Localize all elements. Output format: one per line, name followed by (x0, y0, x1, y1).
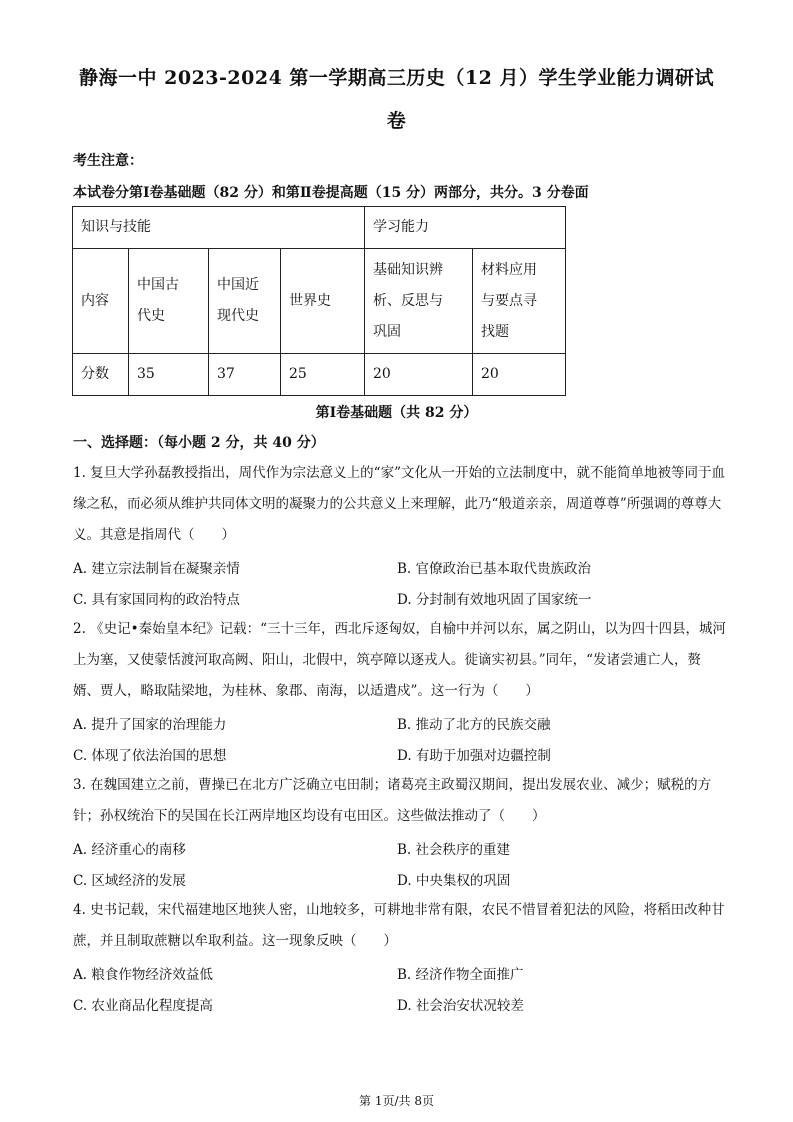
question-2-option-d: D. 有助于加强对边疆控制 (397, 748, 551, 764)
section-title: 第Ⅰ卷基础题（共 82 分） (315, 405, 478, 421)
question-3-option-b: B. 社会秩序的重建 (397, 842, 511, 858)
question-3-option-d: D. 中央集权的巩固 (397, 873, 511, 889)
question-2-option-c: C. 体现了依法治国的思想 (73, 748, 227, 764)
question-1-option-d: D. 分封制有效地巩固了国家统一 (397, 592, 592, 608)
question-1-stem: 1. 复旦大学孙磊教授指出，周代作为宗法意义上的“家”文化从一开始的立法制度中，就不能简单地被等同于血缘之私，而必须从维护共同体文明的凝聚力的公共意义上来理解，此乃“般道亲亲，周道尊尊”所强调的尊尊大义。其意是指周代（ ） (73, 465, 725, 543)
table-score-cell: 25 (281, 354, 365, 396)
question-1-option-c: C. 具有家国同构的政治特点 (73, 592, 240, 608)
question-4-option-d: D. 社会治安状况较差 (397, 998, 524, 1014)
table-row-score-label: 分数 (73, 354, 129, 396)
table-score-cell: 37 (209, 354, 281, 396)
question-4-stem: 4. 史书记载，宋代福建地区地狭人密，山地较多，可耕地非常有限，农民不惜冒着犯法的风险，将稻田改种甘蔗，并且制取蔗糖以牟取利益。这一现象反映（ ） (73, 902, 725, 949)
question-4-option-c: C. 农业商品化程度提高 (73, 998, 213, 1014)
table-col-world: 世界史 (281, 249, 365, 354)
table-col-material-use: 材料应用 与要点寻 找题 (473, 249, 566, 354)
table-score-cell: 35 (129, 354, 209, 396)
table-group-knowledge: 知识与技能 (73, 207, 365, 249)
question-1-option-b: B. 官僚政治已基本取代贵族政治 (397, 561, 592, 577)
intro-text: 本试卷分第Ⅰ卷基础题（82 分）和第Ⅱ卷提高题（15 分）两部分，共分。3 分卷面 (73, 185, 589, 201)
question-2-option-b: B. 推动了北方的民族交融 (397, 717, 551, 733)
table-score-cell: 20 (473, 354, 566, 396)
question-3-option-a: A. 经济重心的南移 (73, 842, 186, 858)
part-title: 一、选择题：（每小题 2 分，共 40 分） (73, 435, 325, 451)
exam-title-continued: 卷 (386, 110, 407, 132)
question-2-option-a: A. 提升了国家的治理能力 (73, 717, 227, 733)
table-col-ancient: 中国古 代史 (129, 249, 209, 354)
table-col-basic-knowledge: 基础知识辨 析、反思与 巩固 (365, 249, 473, 354)
table-group-ability: 学习能力 (365, 207, 566, 249)
question-3-stem: 3. 在魏国建立之前，曹操已在北方广泛确立屯田制；诸葛亮主政蜀汉期间，提出发展农业、减少；赋税的方针；孙权统治下的吴国在长江两岸地区均设有屯田区。这些做法推动了（ ） (73, 777, 712, 824)
table-row-content-label: 内容 (73, 249, 129, 354)
question-3-option-c: C. 区域经济的发展 (73, 873, 186, 889)
question-4-option-a: A. 粮食作物经济效益低 (73, 967, 213, 983)
exam-title: 静海一中 2023-2024 第一学期高三历史（12 月）学生学业能力调研试 (79, 67, 714, 89)
score-table (72, 206, 566, 396)
question-1-option-a: A. 建立宗法制旨在凝聚亲情 (73, 561, 240, 577)
notice-heading: 考生注意： (73, 153, 143, 169)
table-col-modern: 中国近 现代史 (209, 249, 281, 354)
question-4-option-b: B. 经济作物全面推广 (397, 967, 524, 983)
question-2-stem: 2. 《史记•秦始皇本纪》记载：“三十三年，西北斥逐匈奴，自榆中并河以东，属之阴山，以为四十四县，城河上为塞，又使蒙恬渡河取高阙、阳山，北假中，筑亭障以逐戎人。徙谪实初县。”同年，“发诸尝逋亡人，赘婿、贾人，略取陆梁地，为桂林、象郡、南海，以适遣戍”。这一行为（ ） (73, 621, 727, 699)
page-footer: 第 1页/共 8页 (359, 1094, 434, 1108)
table-score-cell: 20 (365, 354, 473, 396)
